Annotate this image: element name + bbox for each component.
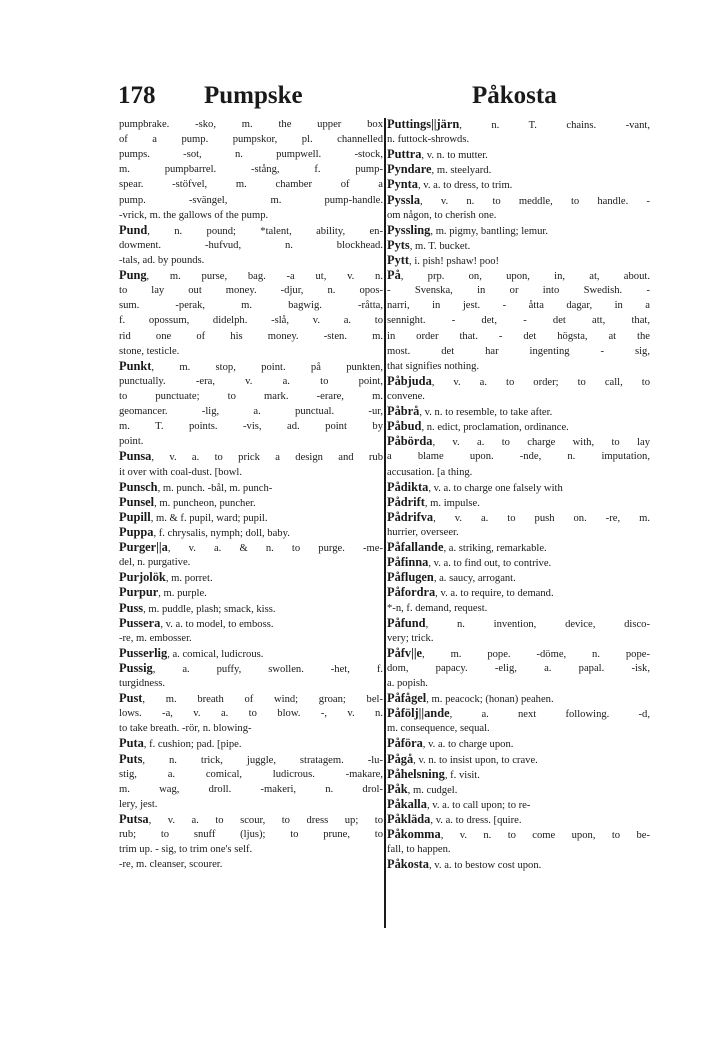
headword: Pussig [119, 660, 153, 675]
dictionary-line: rub; to snuff (ljus); to prune, to [119, 829, 383, 841]
headword: Punsch [119, 479, 158, 494]
dictionary-line: Påfågel, m. peacock; (honan) peahen. [387, 691, 554, 706]
headword: Påbrå [387, 404, 420, 419]
headword: Purpur [119, 585, 159, 600]
dictionary-line: Puppa, f. chrysalis, nymph; doll, baby. [119, 524, 290, 539]
dictionary-line: dowment. -hufvud, n. blockhead. [119, 239, 383, 251]
dictionary-line: point. [119, 436, 144, 448]
dictionary-line: Pynta, v. a. to dress, to trim. [387, 177, 513, 192]
dictionary-line: Påfordra, v. a. to require, to demand. [387, 585, 554, 600]
headword: Pusserlig [119, 645, 168, 660]
dictionary-line: trim up. - sig, to trim one's self. [119, 844, 253, 856]
dictionary-line: Påflugen, a. saucy, arrogant. [387, 570, 516, 585]
dictionary-line: Påföra, v. a. to charge upon. [387, 736, 514, 751]
headword: Påflugen [387, 570, 434, 585]
headword: Påbjuda [387, 373, 432, 388]
headword: Pyssling [387, 222, 431, 237]
headword: Pung [119, 268, 147, 283]
dictionary-line: Purpur, m. purple. [119, 585, 207, 600]
dictionary-line: Puttra, v. n. to mutter. [387, 147, 488, 162]
dictionary-line: dom, papacy. -elig, a. papal. -isk, [387, 662, 650, 674]
dictionary-line: Påfinna, v. a. to find out, to contrive. [387, 555, 552, 570]
right-guide-word: Påkosta [472, 82, 557, 109]
dictionary-line: most. det har ingenting - sig, [387, 345, 650, 357]
dictionary-line: rid one of his money. -sten. m. [119, 330, 383, 342]
dictionary-line: m. T. points. -vis, ad. point by [119, 421, 383, 433]
dictionary-line: Påkalla, v. a. to call upon; to re- [387, 796, 531, 811]
dictionary-line: lows. -a, v. a. to blow. -, v. n. [119, 708, 383, 720]
dictionary-line: pumpbrake. -sko, m. the upper box [119, 119, 383, 130]
dictionary-line: Purjolök, m. porret. [119, 570, 213, 585]
dictionary-line: that signifies nothing. [387, 360, 480, 372]
dictionary-line: a. popish. [387, 678, 428, 690]
headword: Puts [119, 751, 143, 766]
dictionary-line: n. futtock-shrowds. [387, 134, 470, 146]
dictionary-line: Påkomma, v. n. to come upon, to be- [387, 827, 650, 842]
headword: Påfordra [387, 585, 436, 600]
dictionary-line: a blame upon. -nde, n. imputation, [387, 451, 650, 463]
headword: Pyndare [387, 162, 432, 177]
left-column [119, 117, 383, 872]
dictionary-line: fall, to happen. [387, 844, 451, 856]
dictionary-line: Pussig, a. puffy, swollen. -het, f. [119, 660, 383, 675]
dictionary-line: Pussera, v. a. to model, to emboss. [119, 615, 274, 630]
dictionary-line: Påkosta, v. a. to bestow cost upon. [387, 857, 542, 872]
page-header [118, 82, 570, 116]
headword: Pådrifva [387, 509, 434, 524]
dictionary-line: hurrier, overseer. [387, 526, 459, 538]
headword: Pådrift [387, 494, 425, 509]
headword: Påbörda [387, 434, 433, 449]
dictionary-line: Påhelsning, f. visit. [387, 766, 480, 781]
dictionary-line: Pupill, m. & f. pupil, ward; pupil. [119, 509, 268, 524]
headword: Påfallande [387, 540, 444, 555]
headword: Påk [387, 781, 408, 796]
headword: Pyts [387, 237, 410, 252]
dictionary-line: sum. -perak, m. bagwig. -råtta, [119, 300, 383, 312]
dictionary-line: m. wag, droll. -makeri, n. drol- [119, 783, 383, 795]
dictionary-line: Pyts, m. T. bucket. [387, 237, 471, 252]
dictionary-line: Puta, f. cushion; pad. [pipe. [119, 736, 242, 751]
dictionary-line: Pund, n. pound; *talent, ability, en- [119, 222, 383, 237]
dictionary-line: -vrick, m. the gallows of the pump. [119, 209, 269, 221]
dictionary-line: Puss, m. puddle, plash; smack, kiss. [119, 600, 276, 615]
headword: Pust [119, 691, 143, 706]
dictionary-line: very; trick. [387, 632, 434, 644]
dictionary-line: spear. -stöfvel, m. chamber of a [119, 179, 383, 191]
dictionary-line: Puttings||järn, n. T. chains. -vant, [387, 117, 650, 131]
headword: Puta [119, 736, 144, 751]
dictionary-line: turgidness. [119, 678, 166, 690]
dictionary-line: Pådrift, m. impulse. [387, 494, 480, 509]
dictionary-line: pumps. -sot, n. pumpwell. -stock, [119, 149, 383, 161]
dictionary-line: Putsa, v. a. to scour, to dress up; to [119, 812, 383, 827]
dictionary-line: Punkt, m. stop, point. på punkten, [119, 358, 383, 373]
dictionary-line: Pyssling, m. pigmy, bantling; lemur. [387, 222, 548, 237]
headword: Punsel [119, 494, 155, 509]
dictionary-line: Påk, m. cudgel. [387, 781, 458, 796]
dictionary-line: Påbrå, v. n. to resemble, to take after. [387, 404, 553, 419]
headword: Påkomma [387, 827, 441, 842]
dictionary-line: punctually. -era, v. a. to point, [119, 375, 383, 387]
headword: Pynta [387, 177, 418, 192]
dictionary-line: -tals, ad. by pounds. [119, 254, 205, 266]
dictionary-line: Pusserlig, a. comical, ludicrous. [119, 645, 264, 660]
dictionary-line: Pådrifva, v. a. to push on. -re, m. [387, 509, 650, 524]
dictionary-line: Purger||a, v. a. & n. to purge. -me- [119, 540, 383, 555]
headword: Påkläda [387, 812, 431, 827]
headword: Punsa [119, 449, 152, 464]
dictionary-line: to punctuate; to mark. -erare, m. [119, 390, 383, 402]
left-guide-word: Pumpske [204, 82, 303, 109]
headword: Puppa [119, 524, 154, 539]
headword: Påfölj||ande [387, 706, 450, 721]
headword: Påfund [387, 615, 426, 630]
dictionary-line: Pågå, v. n. to insist upon, to crave. [387, 751, 538, 766]
dictionary-line: om någon, to cherish one. [387, 209, 497, 221]
headword: Pund [119, 222, 148, 237]
headword: Purjolök [119, 570, 166, 585]
dictionary-line: Påbud, n. edict, proclamation, ordinance. [387, 419, 569, 434]
dictionary-line: to lay out money. -djur, n. opos- [119, 285, 383, 297]
dictionary-line: it over with coal-dust. [bowl. [119, 466, 242, 478]
headword: Pådikta [387, 479, 429, 494]
dictionary-line: Punsel, m. puncheon, puncher. [119, 494, 256, 509]
dictionary-line: - Svenska, in or into Swedish. - [387, 285, 650, 297]
headword: Pyssla [387, 192, 421, 207]
dictionary-line: of a pump. pumpskor, pl. channelled [119, 134, 383, 146]
headword: Pågå [387, 751, 414, 766]
dictionary-line: lery, jest. [119, 798, 158, 810]
page-number: 178 [118, 82, 156, 109]
dictionary-line: Påfund, n. invention, device, disco- [387, 615, 650, 630]
dictionary-line: Punsch, m. punch. -bål, m. punch- [119, 479, 273, 494]
headword: Purger||a [119, 540, 168, 555]
dictionary-line: m. consequence, sequal. [387, 723, 490, 735]
headword: Putsa [119, 812, 149, 827]
dictionary-line: del, n. purgative. [119, 557, 191, 569]
dictionary-line: På, prp. on, upon, in, at, about. [387, 268, 650, 283]
dictionary-line: to take breath. -rör, n. blowing- [119, 723, 252, 735]
right-column [387, 117, 650, 872]
headword: Punkt [119, 358, 152, 373]
headword: Påfv||e [387, 645, 423, 660]
dictionary-line: Påbjuda, v. a. to order; to call, to [387, 373, 650, 388]
dictionary-line: Pyndare, m. steelyard. [387, 162, 492, 177]
dictionary-line: Påfölj||ande, a. next following. -d, [387, 706, 650, 721]
dictionary-line: Påkläda, v. a. to dress. [quire. [387, 812, 522, 827]
dictionary-line: Pust, m. breath of wind; groan; bel- [119, 691, 383, 706]
headword: Påföra [387, 736, 423, 751]
dictionary-line: Punsa, v. a. to prick a design and rub [119, 449, 383, 464]
dictionary-line: Pyssla, v. n. to meddle, to handle. - [387, 192, 650, 207]
headword: Påbud [387, 419, 422, 434]
headword: Puttra [387, 147, 422, 162]
dictionary-line: Pung, m. purse, bag. -a ut, v. n. [119, 268, 383, 283]
dictionary-line: narri, in jest. - åtta dagar, in a [387, 300, 650, 312]
dictionary-line: stig, a. comical, ludicrous. -makare, [119, 768, 383, 780]
dictionary-line: Pytt, i. pish! pshaw! poo! [387, 252, 500, 267]
headword: Pytt [387, 252, 410, 267]
headword: Påfinna [387, 555, 429, 570]
headword: Puttings||järn [387, 117, 460, 131]
dictionary-line: f. opossum, didelph. -slå, v. a. to [119, 315, 383, 327]
dictionary-line: convene. [387, 390, 425, 402]
headword: Påfågel [387, 691, 427, 706]
dictionary-line: -re, m. cleanser, scourer. [119, 859, 223, 871]
dictionary-line: Påbörda, v. a. to charge with, to lay [387, 434, 650, 449]
headword: Påkalla [387, 796, 427, 811]
headword: Påhelsning [387, 766, 445, 781]
headword: Pussera [119, 615, 161, 630]
dictionary-line: stone, testicle. [119, 345, 180, 357]
dictionary-line: sennight. - det, - det att, that, [387, 315, 650, 327]
column-divider [384, 118, 386, 928]
dictionary-line: pump. -svängel, m. pump-handle. [119, 194, 383, 206]
dictionary-line: Påfv||e, m. pope. -döme, n. pope- [387, 645, 650, 660]
headword: Puss [119, 600, 144, 615]
dictionary-line: Pådikta, v. a. to charge one falsely with [387, 479, 563, 494]
dictionary-line: Påfallande, a. striking, remarkable. [387, 540, 547, 555]
headword: På [387, 268, 401, 283]
dictionary-line: geomancer. -lig, a. punctual. -ur, [119, 406, 383, 418]
dictionary-line: Puts, n. trick, juggle, stratagem. -lu- [119, 751, 383, 766]
dictionary-line: -re, m. embosser. [119, 632, 192, 644]
dictionary-line: in order that. - det högsta, at the [387, 330, 650, 342]
headword: Påkosta [387, 857, 429, 872]
dictionary-line: m. pumpbarrel. -stång, f. pump- [119, 164, 383, 176]
headword: Pupill [119, 509, 151, 524]
dictionary-line: *-n, f. demand, request. [387, 602, 488, 614]
dictionary-line: accusation. [a thing. [387, 466, 473, 478]
